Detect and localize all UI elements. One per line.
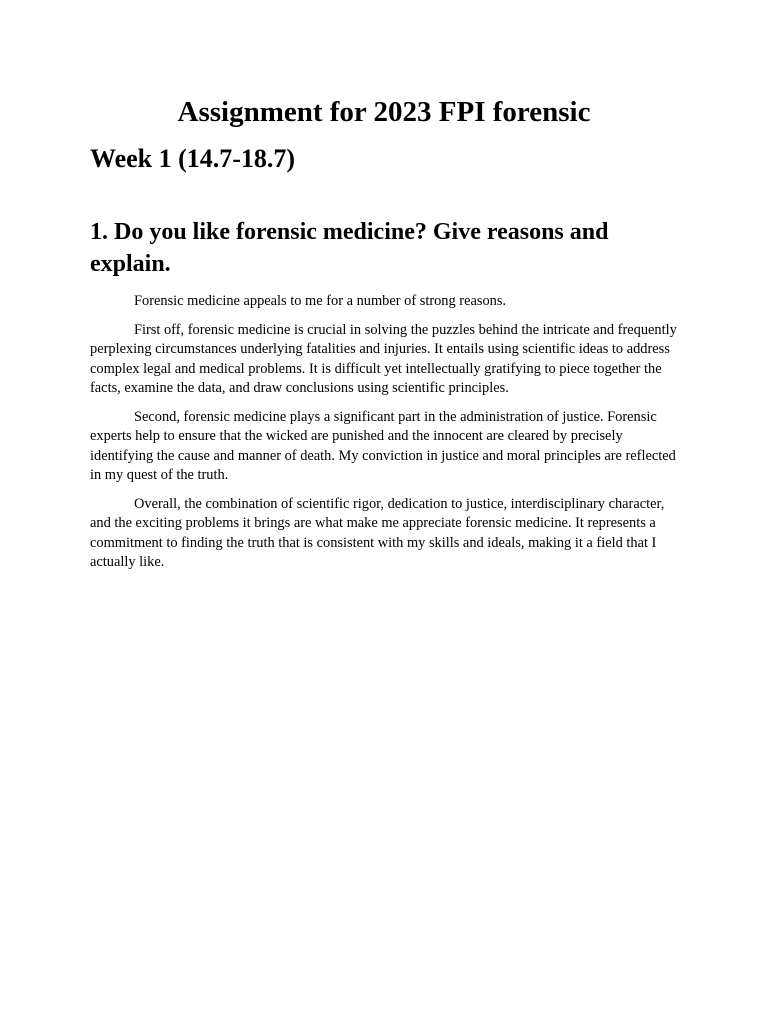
answer-paragraph: Overall, the combination of scientific rigor, dedication to justice, interdisciplinary character, and the exciting problems it brings are what make me appreciate forensic medicine. It represents a commitment to finding the truth that is consistent with my skills and ideals, making it a field that I actually like. bbox=[90, 495, 665, 570]
week-heading: Week 1 (14.7-18.7) bbox=[90, 144, 296, 173]
answer-paragraph: Second, forensic medicine plays a significant part in the administration of justice. Forensic experts help to ensure that the wicked are punished and the innocent are cleared by precisely identifying the cause and manner of death. My conviction in justice and moral principles are reflected in my quest of the truth. bbox=[90, 408, 676, 483]
answer-paragraph: First off, forensic medicine is crucial in solving the puzzles behind the intricate and frequently perplexing circumstances underlying fatalities and injuries. It entails using scientific ideas to address complex legal and medical problems. It is difficult yet intellectually gratifying to piece together the facts, examine the data, and draw conclusions using scientific principles. bbox=[90, 321, 677, 396]
answer-body bbox=[90, 292, 682, 582]
answer-paragraph: Forensic medicine appeals to me for a number of strong reasons. bbox=[134, 293, 507, 309]
question-heading: 1. Do you like forensic medicine? Give reasons and explain. bbox=[90, 219, 609, 277]
document-title: Assignment for 2023 FPI forensic bbox=[177, 96, 591, 128]
